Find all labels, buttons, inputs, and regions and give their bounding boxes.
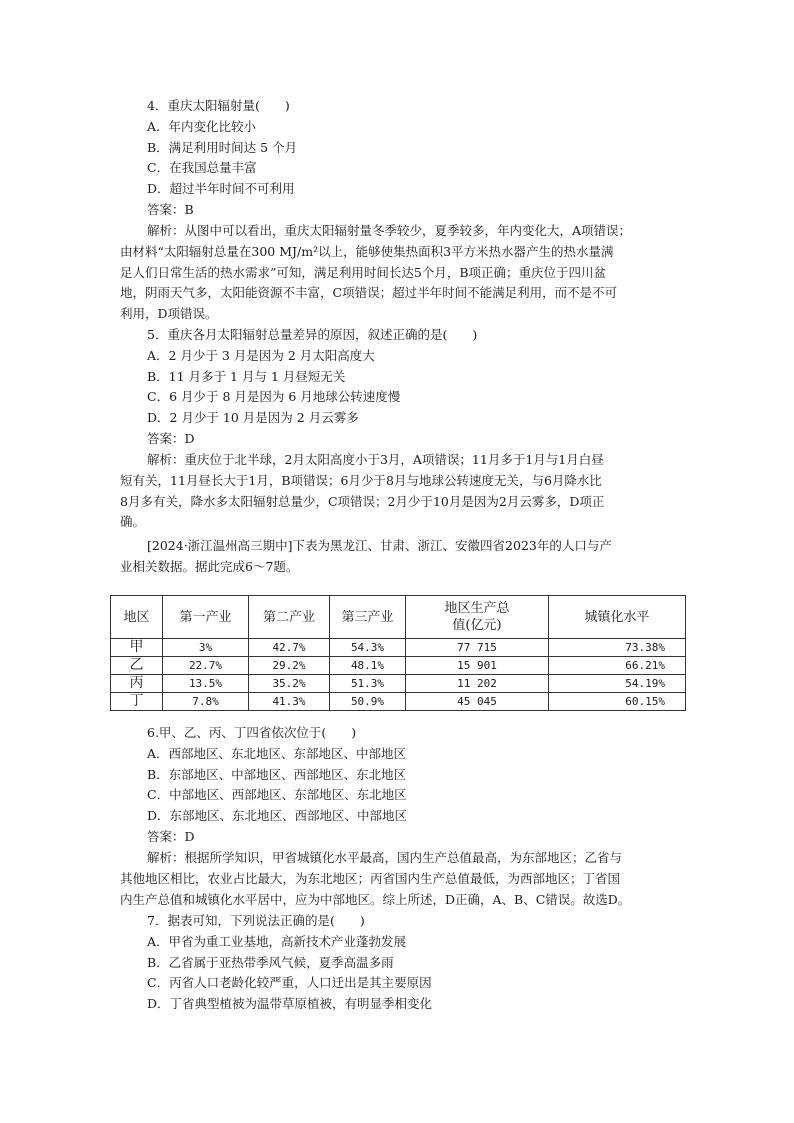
- table-cell: 11 202: [406, 675, 549, 693]
- question-7: [147, 911, 687, 1015]
- question-5: [147, 325, 687, 450]
- table-cell: 3%: [163, 639, 249, 657]
- question-6-option-a: A．西部地区、东北地区、东部地区、中部地区: [147, 745, 407, 761]
- analysis-line: 解析：根据所学知识，甲省城镇化水平最高，国内生产总值最高，为东部地区；乙省与: [147, 850, 623, 865]
- table-row: [111, 693, 686, 711]
- table-row: [111, 657, 686, 675]
- question-6-option-d: D．东部地区、东北地区、西部地区、中部地区: [147, 808, 408, 824]
- question-5-answer: 答案：D: [147, 430, 195, 446]
- analysis-line: 确。: [120, 514, 146, 530]
- analysis-line: 利用，D项错误。: [120, 306, 218, 322]
- table-cell: 15 901: [406, 657, 549, 675]
- table-row: [111, 639, 686, 657]
- analysis-line: 解析：重庆位于北半球，2月太阳高度小于3月，A项错误；11月多于1月与1月白昼: [147, 452, 604, 467]
- table-cell: 42.7%: [249, 639, 330, 657]
- question-5-option-c: C．6 月少于 8 月是因为 6 月地球公转速度慢: [147, 389, 401, 405]
- table-header-cell: 地区: [111, 596, 163, 639]
- table-cell: 41.3%: [249, 693, 330, 711]
- table-cell: 丁: [111, 693, 163, 711]
- material-intro: [120, 536, 687, 578]
- table-header-cell: 城镇化水平: [549, 596, 686, 639]
- question-7-option-c: C．丙省人口老龄化较严重，人口迁出是其主要原因: [147, 975, 432, 991]
- intro-line: [2024·浙江温州高三期中]下表为黑龙江、甘肃、浙江、安徽四省2023年的人口与产: [147, 538, 612, 553]
- question-4-option-b: B．满足利用时间达 5 个月: [147, 139, 298, 155]
- table-cell: 甲: [111, 639, 163, 657]
- analysis-line: 足人们日常生活的热水需求”可知，满足利用时间长达5个月，B项正确；重庆位于四川盆: [120, 264, 607, 280]
- question-4: [147, 96, 687, 221]
- question-6-option-c: C．中部地区、西部地区、东部地区、东北地区: [147, 787, 407, 803]
- question-6-answer: 答案：D: [147, 828, 195, 844]
- table-cell: 29.2%: [249, 657, 330, 675]
- table-header-cell: 第三产业: [330, 596, 406, 639]
- question-6-stem: 6.甲、乙、丙、丁四省依次位于( ): [147, 725, 357, 740]
- question-5-stem: 5．重庆各月太阳辐射总量差异的原因，叙述正确的是( ): [147, 327, 478, 342]
- question-6-analysis: [120, 848, 687, 910]
- table-header-cell: 第二产业: [249, 596, 330, 639]
- question-4-option-c: C．在我国总量丰富: [147, 160, 257, 176]
- table-cell: 丙: [111, 675, 163, 693]
- table-cell: 50.9%: [330, 693, 406, 711]
- table-cell: 45 045: [406, 693, 549, 711]
- table-cell: 7.8%: [163, 693, 249, 711]
- question-6-option-b: B．东部地区、中部地区、西部地区、东北地区: [147, 766, 407, 782]
- analysis-line: 地，阴雨天气多，太阳能资源不丰富，C项错误；超过半年时间不能满足利用，而不是不可: [120, 285, 618, 301]
- table-header-cell: 第一产业: [163, 596, 249, 639]
- intro-line: 业相关数据。据此完成6～7题。: [120, 558, 299, 574]
- table-cell: 73.38%: [549, 639, 686, 657]
- table-cell: 35.2%: [249, 675, 330, 693]
- question-7-option-b: B．乙省属于亚热带季风气候，夏季高温多雨: [147, 954, 394, 970]
- table-cell: 66.21%: [549, 657, 686, 675]
- question-5-analysis: [120, 450, 687, 533]
- question-4-answer: 答案：B: [147, 201, 194, 217]
- table-header-row: [111, 596, 686, 639]
- analysis-line: 由材料“太阳辐射总量在300 MJ/m²以上，能够使集热面积3平方米热水器产生的热水量满: [120, 243, 614, 259]
- table-cell: 48.1%: [330, 657, 406, 675]
- question-4-option-d: D．超过半年时间不可利用: [147, 181, 295, 197]
- question-5-option-d: D．2 月少于 10 月是因为 2 月云雾多: [147, 410, 359, 426]
- question-7-option-a: A．甲省为重工业基地，高新技术产业蓬勃发展: [147, 933, 407, 949]
- table-cell: 54.3%: [330, 639, 406, 657]
- analysis-line: 8月多有关，降水多太阳辐射总量少，C项错误；2月少于10月是因为2月云雾多，D项正: [120, 493, 605, 509]
- table-cell: 54.19%: [549, 675, 686, 693]
- question-7-stem: 7．据表可知，下列说法正确的是( ): [147, 913, 365, 928]
- question-5-option-b: B．11 月多于 1 月与 1 月昼短无关: [147, 368, 346, 384]
- table-row: [111, 675, 686, 693]
- question-4-option-a: A．年内变化比较小: [147, 118, 257, 134]
- table-header-cell: 地区生产总 值(亿元): [406, 596, 549, 639]
- table-cell: 乙: [111, 657, 163, 675]
- table-cell: 60.15%: [549, 693, 686, 711]
- question-4-stem: 4．重庆太阳辐射量( ): [147, 98, 290, 113]
- table-cell: 51.3%: [330, 675, 406, 693]
- question-4-analysis: [120, 221, 687, 325]
- question-6: [147, 723, 687, 848]
- analysis-line: 解析：从图中可以看出，重庆太阳辐射量冬季较少，夏季较多，年内变化大，A项错误；: [147, 223, 632, 238]
- analysis-line: 内生产总值和城镇化水平居中，应为中部地区。综上所述，D正确，A、B、C错误。故选D。: [120, 891, 631, 907]
- analysis-line: 短有关，11月昼长大于1月，B项错误；6月少于8月与地球公转速度无关，与6月降水比: [120, 472, 602, 488]
- table-cell: 22.7%: [163, 657, 249, 675]
- data-table: [110, 595, 686, 711]
- table-cell: 13.5%: [163, 675, 249, 693]
- question-5-option-a: A．2 月少于 3 月是因为 2 月太阳高度大: [147, 347, 375, 363]
- question-7-option-d: D．丁省典型植被为温带草原植被，有明显季相变化: [147, 996, 433, 1012]
- table-cell: 77 715: [406, 639, 549, 657]
- analysis-line: 其他地区相比，农业占比最大，为东北地区；丙省国内生产总值最低，为西部地区；丁省国: [120, 870, 621, 886]
